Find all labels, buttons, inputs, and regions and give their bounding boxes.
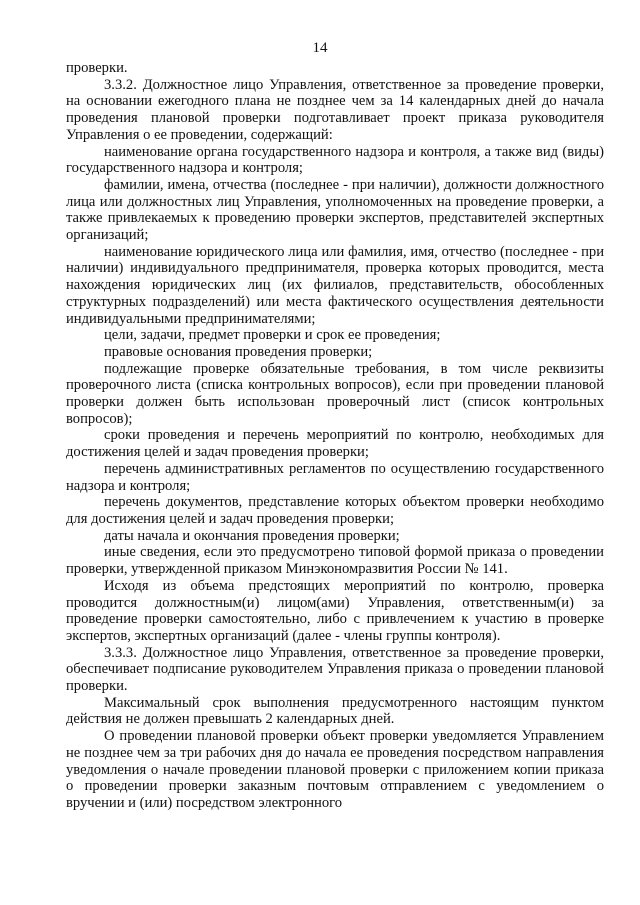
- list-item-requirements: подлежащие проверке обязательные требования, в том числе реквизиты проверочного листа (списка контрольных вопросов), если при проведении плановой проверки должен быть использован проверочный лист (список контрольных вопросов);: [66, 360, 604, 427]
- paragraph-continuation: проверки.: [66, 60, 128, 76]
- list-item-legal-grounds: правовые основания проведения проверки;: [104, 343, 373, 360]
- paragraph-max-term: Максимальный срок выполнения предусмотренного настоящим пунктом действия не должен превышать 2 календарных дней.: [66, 694, 604, 728]
- list-item-documents: перечень документов, представление которых объектом проверки необходимо для достижения целей и задач проведения проверки;: [66, 494, 604, 527]
- list-item-terms: сроки проведения и перечень мероприятий по контролю, необходимых для достижения целей и задач проведения проверки;: [66, 427, 604, 461]
- paragraph-3-3-2: 3.3.2. Должностное лицо Управления, ответственное за проведение проверки, на основании ежегодного плана не позднее чем за 14 календарных дней до начала проведения плановой проверки подготавливает проект приказа руководителя Управления о ее проведении, содержащий:: [66, 76, 604, 143]
- list-item-dates: даты начала и окончания проведения проверки;: [104, 527, 400, 544]
- list-item-supervision-body: наименование органа государственного надзора и контроля, а также вид (виды) государственного надзора и контроля;: [66, 143, 604, 177]
- page-number: 14: [312, 40, 328, 56]
- list-item-goals: цели, задачи, предмет проверки и срок ее проведения;: [104, 327, 441, 344]
- paragraph-scope: Исходя из объема предстоящих мероприятий по контролю, проверка проводится должностным(и) лицом(ами) Управления, ответственным(и) за проведение проверки самостоятельно, либо с привлечением к участию в проверке экспертов, экспертных организаций (далее - члены группы контроля).: [66, 577, 604, 644]
- document-body: [66, 60, 604, 812]
- paragraph-notification: О проведении плановой проверки объект проверки уведомляется Управлением не позднее чем за три рабочих дня до начала ее проведения посредством направления уведомления о начале проведении плановой проверки с приложением копии приказа о проведении проверки заказным почтовым отправлением с уведомлением о вручении и (или) посредством электронного: [66, 728, 604, 811]
- list-item-officials: фамилии, имена, отчества (последнее - при наличии), должности должностного лица или должностных лиц Управления, уполномоченных на проведение проверки, а также привлекаемых к проведению проверки экспертов, представителей экспертных организаций;: [66, 176, 604, 244]
- list-item-legal-entity: наименование юридического лица или фамилия, имя, отчество (последнее - при наличии) индивидуального предпринимателя, проверка которых проводится, места нахождения юридических лиц (их филиалов, представительств, обособленных структурных подразделений) или места фактического осуществления деятельности индивидуальными предпринимателями;: [66, 243, 604, 327]
- list-item-other-info: иные сведения, если это предусмотрено типовой формой приказа о проведении проверки, утвержденной приказом Минэкономразвития России № 141.: [66, 544, 604, 578]
- list-item-regulations: перечень административных регламентов по осуществлению государственного надзора и контроля;: [66, 460, 604, 494]
- paragraph-3-3-3: 3.3.3. Должностное лицо Управления, ответственное за проведение проверки, обеспечивает подписание руководителем Управления приказа о проведении плановой проверки.: [66, 644, 604, 695]
